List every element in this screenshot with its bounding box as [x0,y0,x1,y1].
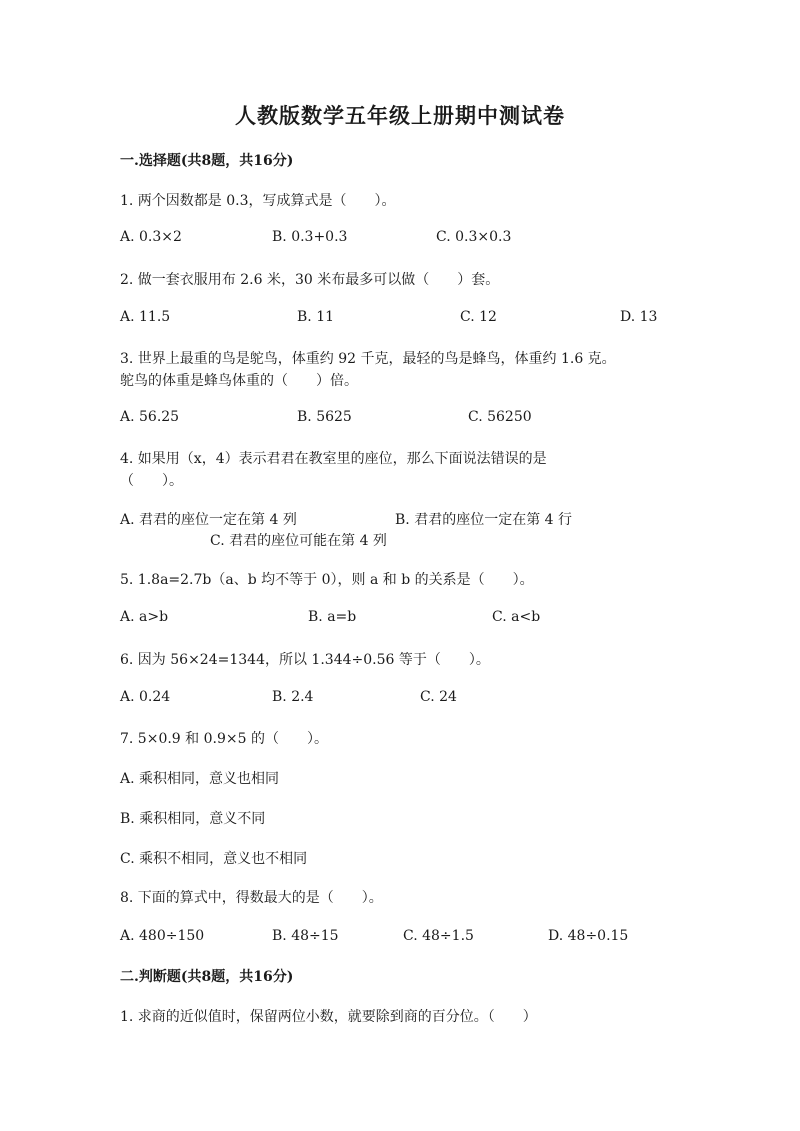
q4-option-c: C. 君君的座位可能在第 4 列 [210,533,387,549]
question-5: 5. 1.8a=2.7b（a、b 均不等于 0），则 a 和 b 的关系是（ ）。 [120,572,534,588]
q3-option-a: A. 56.25 [120,409,180,425]
question-6: 6. 因为 56×24=1344，所以 1.344÷0.56 等于（ ）。 [120,652,490,668]
q4-option-a: A. 君君的座位一定在第 4 列 [120,512,297,528]
question-7: 7. 5×0.9 和 0.9×5 的（ ）。 [120,731,328,747]
question-1: 1. 两个因数都是 0.3，写成算式是（ ）。 [120,193,396,209]
q5-option-b: B. a=b [308,609,357,625]
section-heading-choice: 一.选择题(共8题，共16分) [120,153,294,169]
question-8: 8. 下面的算式中，得数最大的是（ ）。 [120,890,383,906]
question-3-line-1: 3. 世界上最重的鸟是鸵鸟，体重约 92 千克，最轻的鸟是蜂鸟，体重约 1.6 克。 [120,351,616,367]
q2-option-a: A. 11.5 [120,309,171,325]
q2-option-d: D. 13 [620,309,658,325]
q7-option-c: C. 乘积不相同，意义也不相同 [120,851,308,867]
q4-option-b: B. 君君的座位一定在第 4 行 [395,512,572,528]
question-2: 2. 做一套衣服用布 2.6 米，30 米布最多可以做（ ）套。 [120,272,500,288]
q7-option-a: A. 乘积相同，意义也相同 [120,771,280,787]
q8-option-b: B. 48÷15 [272,928,339,944]
q7-option-b: B. 乘积相同，意义不同 [120,811,266,827]
q3-option-c: C. 56250 [468,409,532,425]
judgement-1: 1. 求商的近似值时，保留两位小数，就要除到商的百分位。（ ） [120,1009,537,1025]
q5-option-c: C. a<b [492,609,541,625]
q6-option-a: A. 0.24 [120,689,171,705]
q8-option-c: C. 48÷1.5 [403,928,474,944]
q1-option-a: A. 0.3×2 [120,229,182,245]
section-heading-judgement: 二.判断题(共8题，共16分) [120,969,294,985]
page-title: 人教版数学五年级上册期中测试卷 [235,103,565,128]
q5-option-a: A. a>b [120,609,169,625]
q6-option-c: C. 24 [420,689,457,705]
q1-option-c: C. 0.3×0.3 [436,229,512,245]
q8-option-d: D. 48÷0.15 [548,928,629,944]
q1-option-b: B. 0.3+0.3 [272,229,348,245]
q2-option-c: C. 12 [460,309,497,325]
question-4-line-2: （ ）。 [120,473,183,489]
q8-option-a: A. 480÷150 [120,928,205,944]
q3-option-b: B. 5625 [297,409,352,425]
question-3-line-2: 鸵鸟的体重是蜂鸟体重的（ ）倍。 [120,373,358,389]
question-4-line-1: 4. 如果用（x，4）表示君君在教室里的座位，那么下面说法错误的是 [120,451,547,467]
q6-option-b: B. 2.4 [272,689,314,705]
q2-option-b: B. 11 [297,309,335,325]
